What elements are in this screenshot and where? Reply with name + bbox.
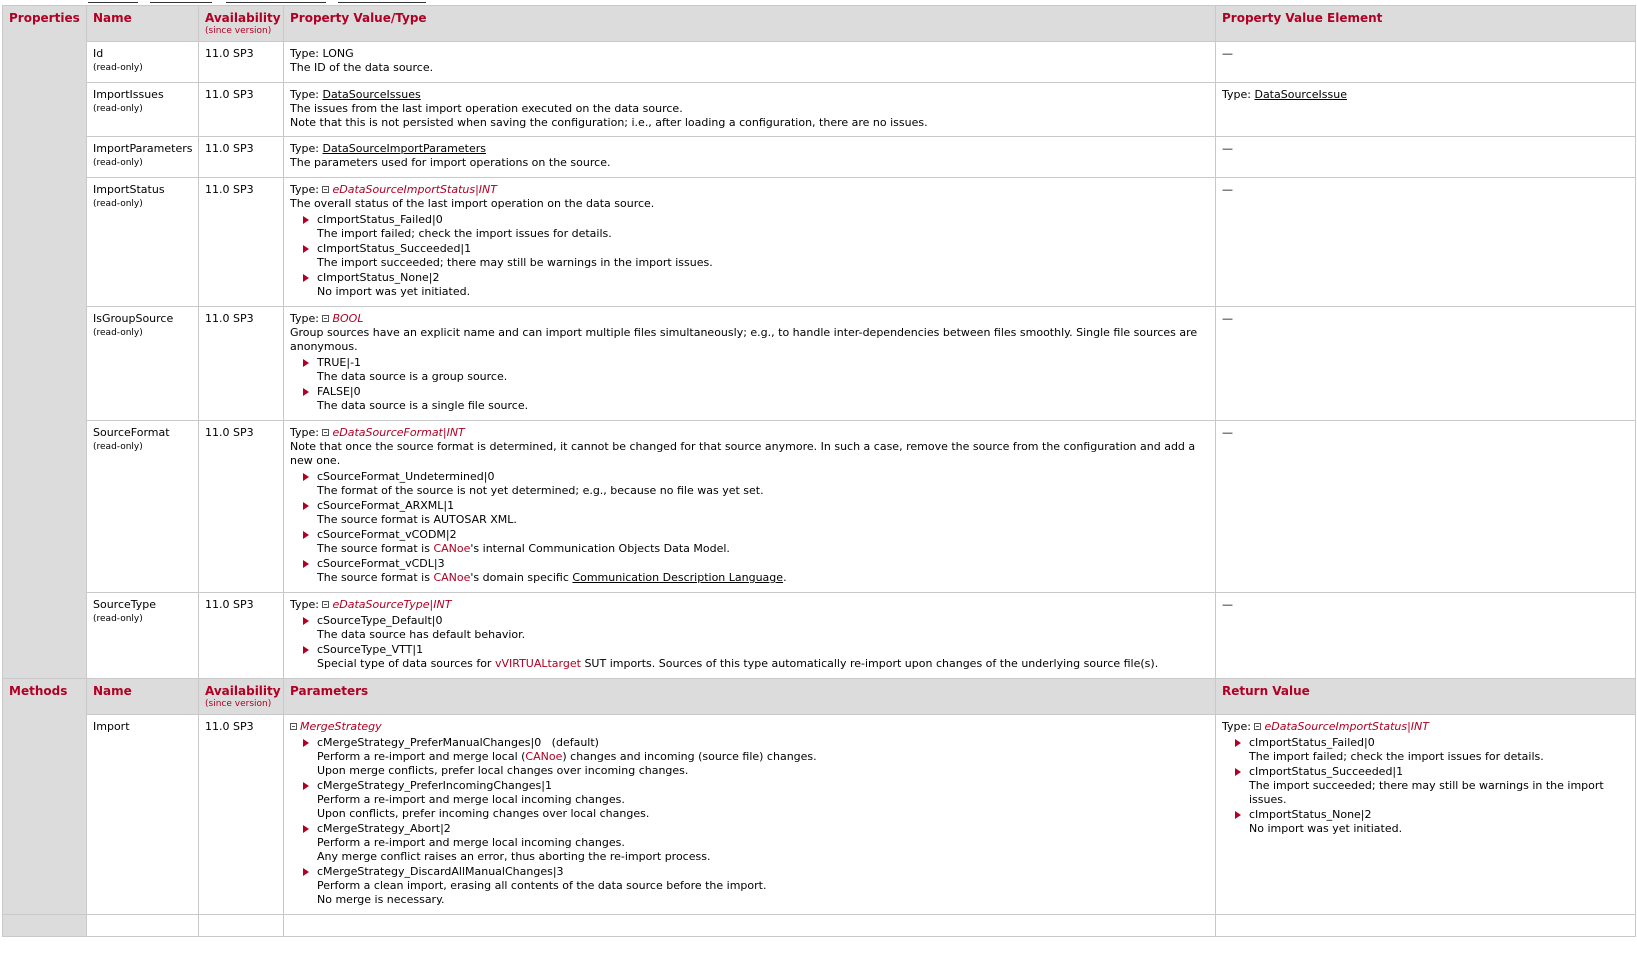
bullet-triangle-icon bbox=[303, 245, 309, 253]
property-description: The ID of the data source. bbox=[290, 61, 434, 74]
type-link-datasourceissue[interactable]: DataSourceIssue bbox=[1254, 88, 1347, 101]
top-link-1[interactable] bbox=[88, 0, 138, 3]
list-item: FALSE|0 The data source is a single file source. bbox=[317, 385, 1209, 413]
property-version: 11.0 SP3 bbox=[199, 42, 284, 83]
col-header-name: Name bbox=[87, 6, 199, 42]
enum-list bbox=[290, 614, 1209, 671]
list-item: cImportStatus_None|2 No import was yet initiated. bbox=[1249, 808, 1629, 836]
property-value-type: Type: DataSourceIssues The issues from the last import operation executed on the data source. Note that this is not persisted when saving the configuration; i.e., after loading a configuration, there are no issues. bbox=[284, 83, 1216, 137]
property-value-element: Type: DataSourceIssue bbox=[1216, 83, 1636, 137]
type-name: eDataSourceFormat|INT bbox=[332, 426, 465, 439]
property-version: 11.0 SP3 bbox=[199, 421, 284, 593]
bullet-triangle-icon bbox=[1235, 739, 1241, 747]
properties-section-label: Properties bbox=[3, 6, 87, 679]
list-item: cImportStatus_Succeeded|1 The import succeeded; there may still be warnings in the import issues. bbox=[317, 242, 1209, 270]
property-name: IsGroupSource (read-only) bbox=[87, 307, 199, 421]
list-item: cImportStatus_Failed|0 The import failed; check the import issues for details. bbox=[1249, 736, 1629, 764]
read-only-note: (read-only) bbox=[93, 199, 143, 209]
method-version: 11.0 SP3 bbox=[199, 715, 284, 915]
property-description: Note that once the source format is determined, it cannot be changed for that source anymore. In such a case, remove the source from the configuration and add a new one. bbox=[290, 440, 1196, 467]
return-type: eDataSourceImportStatus|INT bbox=[1264, 720, 1429, 733]
list-item: cMergeStrategy_Abort|2 Perform a re-import and merge local incoming changes. Any merge conflict raises an error, thus aborting the re-import process. bbox=[317, 822, 1209, 864]
next-cell bbox=[199, 915, 284, 937]
read-only-note: (read-only) bbox=[93, 104, 143, 114]
property-version: 11.0 SP3 bbox=[199, 307, 284, 421]
enum-list bbox=[290, 736, 1209, 907]
collapse-toggle-icon[interactable] bbox=[322, 186, 329, 193]
type-link-datasourceissues[interactable]: DataSourceIssues bbox=[322, 88, 421, 101]
list-item: cImportStatus_Failed|0 The import failed; check the import issues for details. bbox=[317, 213, 1209, 241]
property-row-importparameters bbox=[3, 137, 1636, 178]
canoe-link[interactable]: CANoe bbox=[433, 542, 471, 555]
methods-header-row bbox=[3, 679, 1636, 715]
bullet-triangle-icon bbox=[1235, 811, 1241, 819]
enum-list bbox=[290, 356, 1209, 413]
property-value-element: — bbox=[1216, 137, 1636, 178]
property-description: The issues from the last import operation executed on the data source. bbox=[290, 102, 683, 115]
top-link-2[interactable] bbox=[150, 0, 212, 3]
col-header-availability: Availability (since version) bbox=[199, 6, 284, 42]
list-item: cSourceFormat_ARXML|1 The source format is AUTOSAR XML. bbox=[317, 499, 1209, 527]
bullet-triangle-icon bbox=[303, 531, 309, 539]
since-version-note: (since version) bbox=[205, 699, 272, 709]
list-item: cImportStatus_None|2 No import was yet initiated. bbox=[317, 271, 1209, 299]
list-item: cMergeStrategy_PreferIncomingChanges|1 Perform a re-import and merge local incoming changes. Upon conflicts, prefer incoming changes over local changes. bbox=[317, 779, 1209, 821]
col-header-name: Name bbox=[87, 679, 199, 715]
read-only-note: (read-only) bbox=[93, 63, 143, 73]
collapse-toggle-icon[interactable] bbox=[322, 601, 329, 608]
property-name: SourceType (read-only) bbox=[87, 593, 199, 679]
cdl-link[interactable]: Communication Description Language bbox=[572, 571, 784, 584]
property-name: Id (read-only) bbox=[87, 42, 199, 83]
bullet-triangle-icon bbox=[303, 739, 309, 747]
bullet-triangle-icon bbox=[303, 646, 309, 654]
list-item: cSourceFormat_vCODM|2 The source format is CANoe's internal Communication Objects Data Model. bbox=[317, 528, 1209, 556]
type-name: eDataSourceType|INT bbox=[332, 598, 452, 611]
col-header-value-element: Property Value Element bbox=[1216, 6, 1636, 42]
canoe-link[interactable]: CANoe bbox=[525, 750, 563, 763]
bullet-triangle-icon bbox=[303, 617, 309, 625]
property-value-element: — bbox=[1216, 42, 1636, 83]
next-cell bbox=[87, 915, 199, 937]
bullet-triangle-icon bbox=[303, 560, 309, 568]
property-value-type: Type: eDataSourceImportStatus|INT The overall status of the last import operation on the data source. cImportStatus_Failed|0 The import failed; check the import issues for details. cImportStatus_Succeeded|1 The import succeeded; there may still be warnings in the import issues. cImportStatus_None|2 No import was yet initiated. bbox=[284, 178, 1216, 307]
bullet-triangle-icon bbox=[303, 359, 309, 367]
bullet-triangle-icon bbox=[303, 825, 309, 833]
type-name: LONG bbox=[322, 47, 354, 60]
top-link-3[interactable] bbox=[226, 0, 326, 3]
property-version: 11.0 SP3 bbox=[199, 178, 284, 307]
property-value-type: Type: eDataSourceType|INT cSourceType_Default|0 The data source has default behavior. cSourceType_VTT|1 Special type of data sources for vVIRTUALtarget SUT imports. Sources of this type automatically re-import upon changes of the underlying source file(s). bbox=[284, 593, 1216, 679]
property-row-isgroupsource bbox=[3, 307, 1636, 421]
api-reference-table bbox=[2, 5, 1636, 937]
read-only-note: (read-only) bbox=[93, 328, 143, 338]
enum-list bbox=[1222, 736, 1629, 836]
bullet-triangle-icon bbox=[303, 502, 309, 510]
read-only-note: (read-only) bbox=[93, 442, 143, 452]
property-value-type: Type: DataSourceImportParameters The parameters used for import operations on the source. bbox=[284, 137, 1216, 178]
next-cell bbox=[284, 915, 1216, 937]
property-value-type: Type: BOOL Group sources have an explicit name and can import multiple files simultaneously; e.g., to handle inter-dependencies between files smoothly. Single file sources are anonymous. TRUE|-1 The data source is a group source. FALSE|0 The data source is a single file source. bbox=[284, 307, 1216, 421]
property-name: ImportIssues (read-only) bbox=[87, 83, 199, 137]
property-value-element: — bbox=[1216, 178, 1636, 307]
enum-list bbox=[290, 213, 1209, 299]
enum-list bbox=[290, 470, 1209, 585]
property-value-element: — bbox=[1216, 421, 1636, 593]
bullet-triangle-icon bbox=[303, 868, 309, 876]
col-header-availability: Availability (since version) bbox=[199, 679, 284, 715]
property-value-element: — bbox=[1216, 593, 1636, 679]
method-row-import bbox=[3, 715, 1636, 915]
col-header-value-type: Property Value/Type bbox=[284, 6, 1216, 42]
col-header-return-value: Return Value bbox=[1216, 679, 1636, 715]
read-only-note: (read-only) bbox=[93, 614, 143, 624]
property-description: Group sources have an explicit name and can import multiple files simultaneously; e.g., to handle inter-dependencies between files smoothly. Single file sources are anonymous. bbox=[290, 326, 1198, 353]
next-section-cell bbox=[3, 915, 87, 937]
property-row-sourceformat bbox=[3, 421, 1636, 593]
vvirtualtarget-link[interactable]: vVIRTUALtarget bbox=[494, 657, 581, 670]
property-row-id bbox=[3, 42, 1636, 83]
collapse-toggle-icon[interactable] bbox=[1254, 723, 1261, 730]
property-value-type: Type: eDataSourceFormat|INT Note that once the source format is determined, it cannot be changed for that source anymore. In such a case, remove the source from the configuration and add a new one. cSourceFormat_Undetermined|0 The format of the source is not yet determined; e.g., because no file was yet set. cSourceFormat_ARXML|1 The source format is AUTOSAR XML. cSourceFormat_vCODM|2 The source format is CANoe's internal Communication Objects Data Model. cSourceFormat_vCDL|3 The source format is CANoe's domain specific Communication Description Language. bbox=[284, 421, 1216, 593]
properties-header-row bbox=[3, 6, 1636, 42]
list-item: cSourceType_Default|0 The data source has default behavior. bbox=[317, 614, 1209, 642]
property-name: SourceFormat (read-only) bbox=[87, 421, 199, 593]
property-name: ImportStatus (read-only) bbox=[87, 178, 199, 307]
canoe-link[interactable]: CANoe bbox=[433, 571, 471, 584]
method-return-value: Type: eDataSourceImportStatus|INT cImportStatus_Failed|0 The import failed; check the import issues for details. cImportStatus_Succeeded|1 The import succeeded; there may still be warnings in the import issues. cImportStatus_None|2 No import was yet initiated. bbox=[1216, 715, 1636, 915]
property-row-importissues bbox=[3, 83, 1636, 137]
property-description-note: Note that this is not persisted when saving the configuration; i.e., after loading a configuration, there are no issues. bbox=[290, 116, 928, 129]
bullet-triangle-icon bbox=[1235, 768, 1241, 776]
top-links-strip bbox=[0, 0, 1637, 4]
param-type: MergeStrategy bbox=[300, 720, 382, 733]
bullet-triangle-icon bbox=[303, 782, 309, 790]
list-item: cMergeStrategy_DiscardAllManualChanges|3 Perform a clean import, erasing all contents of the data source before the import. No merge is necessary. bbox=[317, 865, 1209, 907]
since-version-note: (since version) bbox=[205, 26, 272, 36]
property-value-type: Type: LONG The ID of the data source. bbox=[284, 42, 1216, 83]
property-version: 11.0 SP3 bbox=[199, 593, 284, 679]
list-item: cSourceFormat_Undetermined|0 The format of the source is not yet determined; e.g., because no file was yet set. bbox=[317, 470, 1209, 498]
property-description: The overall status of the last import operation on the data source. bbox=[290, 197, 655, 210]
method-parameters bbox=[284, 715, 1216, 915]
type-link-datasourceimportparameters[interactable]: DataSourceImportParameters bbox=[322, 142, 486, 155]
property-version: 11.0 SP3 bbox=[199, 137, 284, 178]
next-cell bbox=[1216, 915, 1636, 937]
collapse-toggle-icon[interactable] bbox=[322, 315, 329, 322]
property-value-element: — bbox=[1216, 307, 1636, 421]
property-version: 11.0 SP3 bbox=[199, 83, 284, 137]
list-item: cSourceFormat_vCDL|3 The source format is CANoe's domain specific Communication Description Language. bbox=[317, 557, 1209, 585]
list-item: cImportStatus_Succeeded|1 The import succeeded; there may still be warnings in the import issues. bbox=[1249, 765, 1629, 807]
bullet-triangle-icon bbox=[303, 473, 309, 481]
bullet-triangle-icon bbox=[303, 216, 309, 224]
bullet-triangle-icon bbox=[303, 388, 309, 396]
list-item: cSourceType_VTT|1 Special type of data sources for vVIRTUALtarget SUT imports. Sources of this type automatically re-import upon changes of the underlying source file(s). bbox=[317, 643, 1209, 671]
collapse-toggle-icon[interactable] bbox=[290, 723, 297, 730]
collapse-toggle-icon[interactable] bbox=[322, 429, 329, 436]
bullet-triangle-icon bbox=[303, 274, 309, 282]
list-item: cMergeStrategy_PreferManualChanges|0 (default) Perform a re-import and merge local (CANoe) changes and incoming (source file) changes. Upon merge conflicts, prefer local changes over incoming changes. bbox=[317, 736, 1209, 778]
type-name: eDataSourceImportStatus|INT bbox=[332, 183, 497, 196]
property-row-importstatus bbox=[3, 178, 1636, 307]
method-name: Import bbox=[87, 715, 199, 915]
property-description: The parameters used for import operations on the source. bbox=[290, 156, 611, 169]
read-only-note: (read-only) bbox=[93, 158, 143, 168]
col-header-parameters: Parameters bbox=[284, 679, 1216, 715]
type-name: BOOL bbox=[332, 312, 364, 325]
property-row-sourcetype bbox=[3, 593, 1636, 679]
property-name: ImportParameters (read-only) bbox=[87, 137, 199, 178]
list-item: TRUE|-1 The data source is a group source. bbox=[317, 356, 1209, 384]
methods-section-label: Methods bbox=[3, 679, 87, 915]
next-row-partial bbox=[3, 915, 1636, 937]
top-link-4[interactable] bbox=[338, 0, 426, 3]
